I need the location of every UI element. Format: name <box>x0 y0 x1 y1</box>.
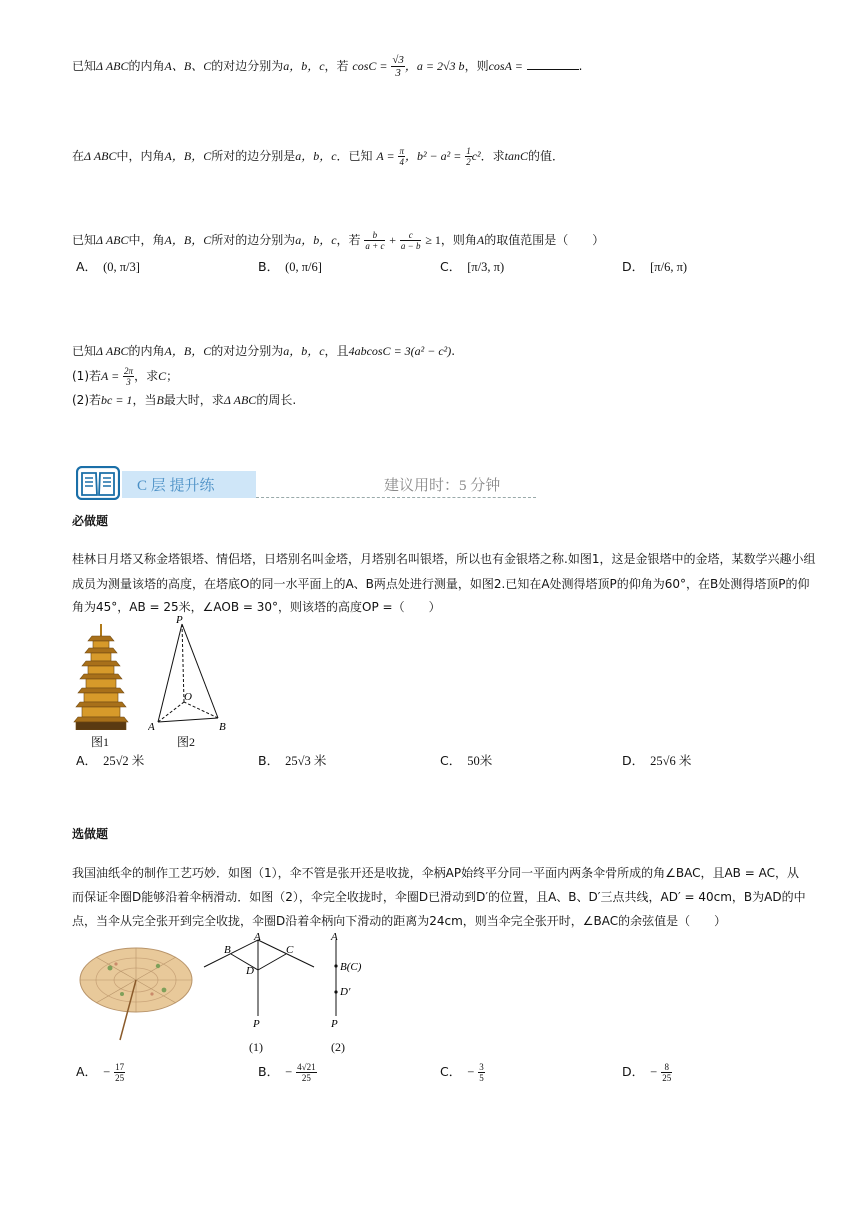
q4-part1-ask: C <box>158 369 167 383</box>
u2-label-bc: B(C) <box>340 961 362 973</box>
q1-tri: Δ ABC <box>96 59 129 73</box>
q3-text5: 的取值范围是（ ） <box>484 233 605 247</box>
u2-label-a: A <box>331 931 338 943</box>
q2-text1: 中，内角 <box>116 149 165 163</box>
q3-sides: a，b，c <box>295 233 337 247</box>
q2-text4: ．求 <box>480 149 505 163</box>
q1-text2: 的对边分别为 <box>211 59 284 73</box>
q3-option-c[interactable]: C． [π/3, π) <box>440 259 505 274</box>
pagoda-image <box>72 624 130 730</box>
q4-part-1 <box>72 366 178 387</box>
q3-text1: 中，角 <box>128 233 165 247</box>
q1-end: . <box>578 59 583 73</box>
q3-frac2: $\frac{c}{a - b}$ <box>400 230 421 251</box>
q4-part2-end: 的周长. <box>256 393 297 407</box>
q3-text4: ，则角 <box>440 233 477 247</box>
section-time: 建议用时：5 分钟 <box>384 478 501 494</box>
optional-heading: 选做题 <box>72 827 109 841</box>
required-option-c[interactable]: C． 50米 <box>440 753 493 768</box>
q4-part2-var: B <box>156 393 164 407</box>
q2-frac2: $\frac{1}{2}$ <box>466 146 471 167</box>
q3-option-b[interactable]: B． (0, π/6] <box>258 259 322 274</box>
q4-angles: A，B，C <box>164 344 212 358</box>
q4-part1-b: ，求 <box>134 369 159 383</box>
u1-label-b: B <box>224 944 231 956</box>
q1-cond-a: ，a = 2√3 b <box>404 59 465 73</box>
q1-text1: 的内角 <box>128 59 165 73</box>
q1-fraction: $\frac{√3}{3}$ <box>392 54 404 79</box>
optional-option-d[interactable]: D． − $\frac{8}{25}$ <box>622 1062 672 1083</box>
question-3 <box>72 230 604 251</box>
q2-ask: tanC <box>504 149 528 163</box>
q4-part1-end: ； <box>166 369 179 383</box>
required-line-3: 角为45°，AB = 25米，∠AOB = 30°，则该塔的高度OP =（ ） <box>72 600 441 614</box>
q3-text3: ，若 <box>336 233 361 247</box>
required-option-d[interactable]: D． 25√6 米 <box>622 753 692 768</box>
q3-angles: A，B，C <box>164 233 212 247</box>
u1-label-a: A <box>254 931 261 943</box>
q4-part-2 <box>72 391 296 408</box>
q1-cos-label: cosC = <box>352 59 388 73</box>
q4-part2-tri: Δ ABC <box>223 393 257 407</box>
q4-part2-cond: bc = 1 <box>101 393 133 407</box>
q2-cond1: A = <box>376 149 395 163</box>
label-a: A <box>148 721 155 733</box>
u1-label-c: C <box>286 944 294 956</box>
q4-end: . <box>451 344 456 358</box>
question-4 <box>72 342 455 359</box>
u1-label-d: D <box>246 965 254 977</box>
q1-sides: a，b，c <box>283 59 325 73</box>
required-option-a[interactable]: A． 25√2 米 <box>76 753 145 768</box>
label-o: O <box>184 691 192 703</box>
label-b: B <box>219 721 226 733</box>
umbrella-fig2-caption: (2) <box>331 1040 345 1054</box>
q3-frac1: $\frac{b}{a + c}$ <box>365 230 385 251</box>
q2-sides: a，b，c <box>295 149 337 163</box>
optional-option-c[interactable]: C． − $\frac{3}{5}$ <box>440 1062 484 1083</box>
optional-line-3: 点，当伞从完全张开到完全收拢，伞圈D沿着伞柄向下滑动的距离为24cm，则当伞完全张开时，∠BAC的余弦值是（ ） <box>72 914 727 928</box>
q4-cond: 4abcosC = 3(a² − c²) <box>348 344 452 358</box>
question-2 <box>72 146 564 167</box>
section-divider <box>256 497 536 498</box>
required-line-1: 桂林日月塔又称金塔银塔、情侣塔，日塔别名叫金塔，月塔别名叫银塔，所以也有金银塔之称.如图1，这是金银塔中的金塔，某数学兴趣小组 <box>72 552 816 566</box>
required-option-b[interactable]: B． 25√3 米 <box>258 753 327 768</box>
q4-part1-cond: A = <box>101 369 120 383</box>
u1-label-p: P <box>253 1018 260 1030</box>
q4-part2-b: ，当 <box>132 393 157 407</box>
q2-tri: Δ ABC <box>84 149 117 163</box>
q1-angles: A、B、C <box>164 59 212 73</box>
q3-text2: 所对的边分别为 <box>211 233 296 247</box>
u2-label-p: P <box>331 1018 338 1030</box>
required-line-2: 成员为测量该塔的高度，在塔底O的同一水平面上的A、B两点处进行测量，如图2.已知在A处测得塔顶P的仰角为60°，在B处测得塔顶P的仰 <box>72 577 810 591</box>
q1-prefix: 已知 <box>72 59 97 73</box>
q3-option-a[interactable]: A． (0, π/3] <box>76 259 140 274</box>
umbrella-image <box>76 944 194 1042</box>
q4-part2-c: 最大时，求 <box>163 393 224 407</box>
q4-text-d: ，且 <box>324 344 349 358</box>
q4-part1-frac: $\frac{2\pi}{3}$ <box>124 366 134 387</box>
optional-line-2: 而保证伞圈D能够沿着伞柄滑动．如图（2），伞完全收拢时，伞圈D已滑动到D′的位置，且A、B、D′三点共线，AD′ = 40cm，B为AD的中 <box>72 890 806 904</box>
q3-tri: Δ ABC <box>96 233 129 247</box>
q4-text-c: 的对边分别为 <box>211 344 284 358</box>
required-heading: 必做题 <box>72 514 109 528</box>
q3-plus: + <box>389 233 397 247</box>
optional-option-b[interactable]: B． − $\frac{4√21}{25}$ <box>258 1062 316 1083</box>
q1-ask: cosA = <box>488 59 523 73</box>
label-p: P <box>176 614 183 626</box>
fig1-caption: 图1 <box>91 735 110 749</box>
q4-tri: Δ ABC <box>96 344 129 358</box>
optional-line-1: 我国油纸伞的制作工艺巧妙．如图（1），伞不管是张开还是收拢，伞柄AP始终平分同一平面内两条伞骨所成的角∠BAC，且AB = AC，从 <box>72 866 799 880</box>
book-icon <box>76 466 120 500</box>
q3-angleA: A <box>476 233 485 247</box>
section-title: C 层 提升练 <box>137 478 215 494</box>
q4-part2-a: (2)若 <box>72 393 101 407</box>
q4-text-a: 已知 <box>72 344 97 358</box>
pyramid-diagram <box>148 614 238 734</box>
q2-cond2-tail: c² <box>471 149 481 163</box>
q2-frac1: $\frac{\pi}{4}$ <box>399 146 404 167</box>
q2-end: 的值． <box>527 149 564 163</box>
optional-option-a[interactable]: A． − $\frac{17}{25}$ <box>76 1062 125 1083</box>
q2-cond2: ，b² − a² = <box>404 149 462 163</box>
question-1 <box>72 54 582 79</box>
umbrella-diagram-2 <box>326 930 376 1034</box>
q2-text3: ．已知 <box>336 149 373 163</box>
q1-text4: ，则 <box>464 59 489 73</box>
q4-text-b: 的内角 <box>128 344 165 358</box>
q4-part1-a: (1)若 <box>72 369 101 383</box>
q1-text3: ，若 <box>324 59 349 73</box>
q3-prefix: 已知 <box>72 233 97 247</box>
umbrella-diagram-1 <box>200 930 320 1034</box>
q3-geq: ≥ 1 <box>425 233 441 247</box>
u2-label-dp: D′ <box>340 986 351 998</box>
umbrella-fig1-caption: (1) <box>249 1040 263 1054</box>
q2-text: 在 <box>72 149 85 163</box>
q2-angles: A，B，C <box>164 149 212 163</box>
q3-option-d[interactable]: D． [π/6, π) <box>622 259 688 274</box>
q4-sides: a，b，c <box>283 344 325 358</box>
fig2-caption: 图2 <box>177 735 196 749</box>
answer-blank <box>527 57 579 70</box>
q2-text2: 所对的边分别是 <box>211 149 296 163</box>
